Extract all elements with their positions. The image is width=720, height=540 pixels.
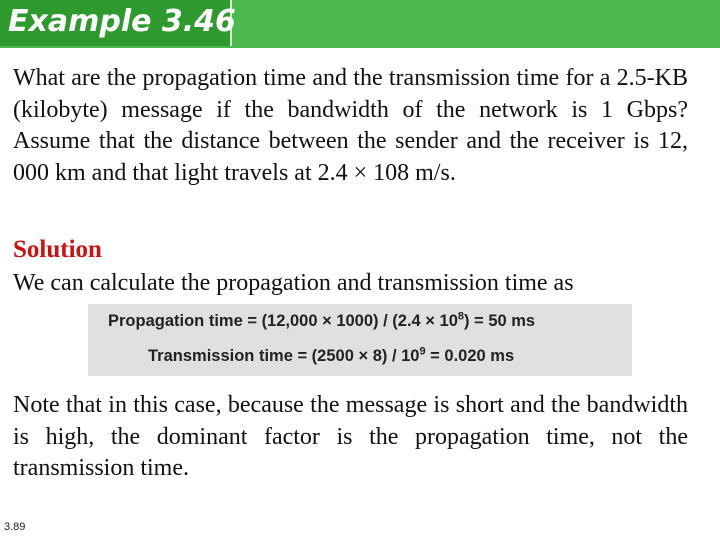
note-text: Note that in this case, because the message is short and the bandwidth is high, the dominant factor is the propagation time, not the transmission time. [13, 392, 688, 481]
title-bar [0, 0, 720, 48]
transmission-exponent: 9 [419, 345, 426, 358]
page-number: 3.89 [4, 521, 26, 533]
question-text: What are the propagation time and the transmission time for a 2.5-KB (kilobyte) message if the bandwidth of the network is 1 Gbps? Assume that the distance between the sender and the receiver is 12, 000 km and that light travels at 2.4 × 108 m/s. [13, 65, 688, 186]
solution-heading: Solution [13, 236, 102, 263]
transmission-formula-lhs: Transmission time = (2500 × 8) / 10 [148, 347, 420, 365]
propagation-formula [108, 312, 535, 331]
solution-intro: We can calculate the propagation and transmission time as [13, 270, 574, 296]
propagation-exponent: 8 [457, 310, 465, 323]
title-box [0, 0, 236, 46]
transmission-formula [148, 347, 514, 366]
formula-box [88, 304, 632, 376]
slide-title: Example 3.46 [8, 4, 236, 39]
propagation-formula-rhs: ) = 50 ms [464, 312, 536, 330]
transmission-formula-rhs: = 0.020 ms [425, 347, 515, 365]
propagation-formula-lhs: Propagation time = (12,000 × 1000) / (2.4 × 10 [108, 312, 458, 330]
